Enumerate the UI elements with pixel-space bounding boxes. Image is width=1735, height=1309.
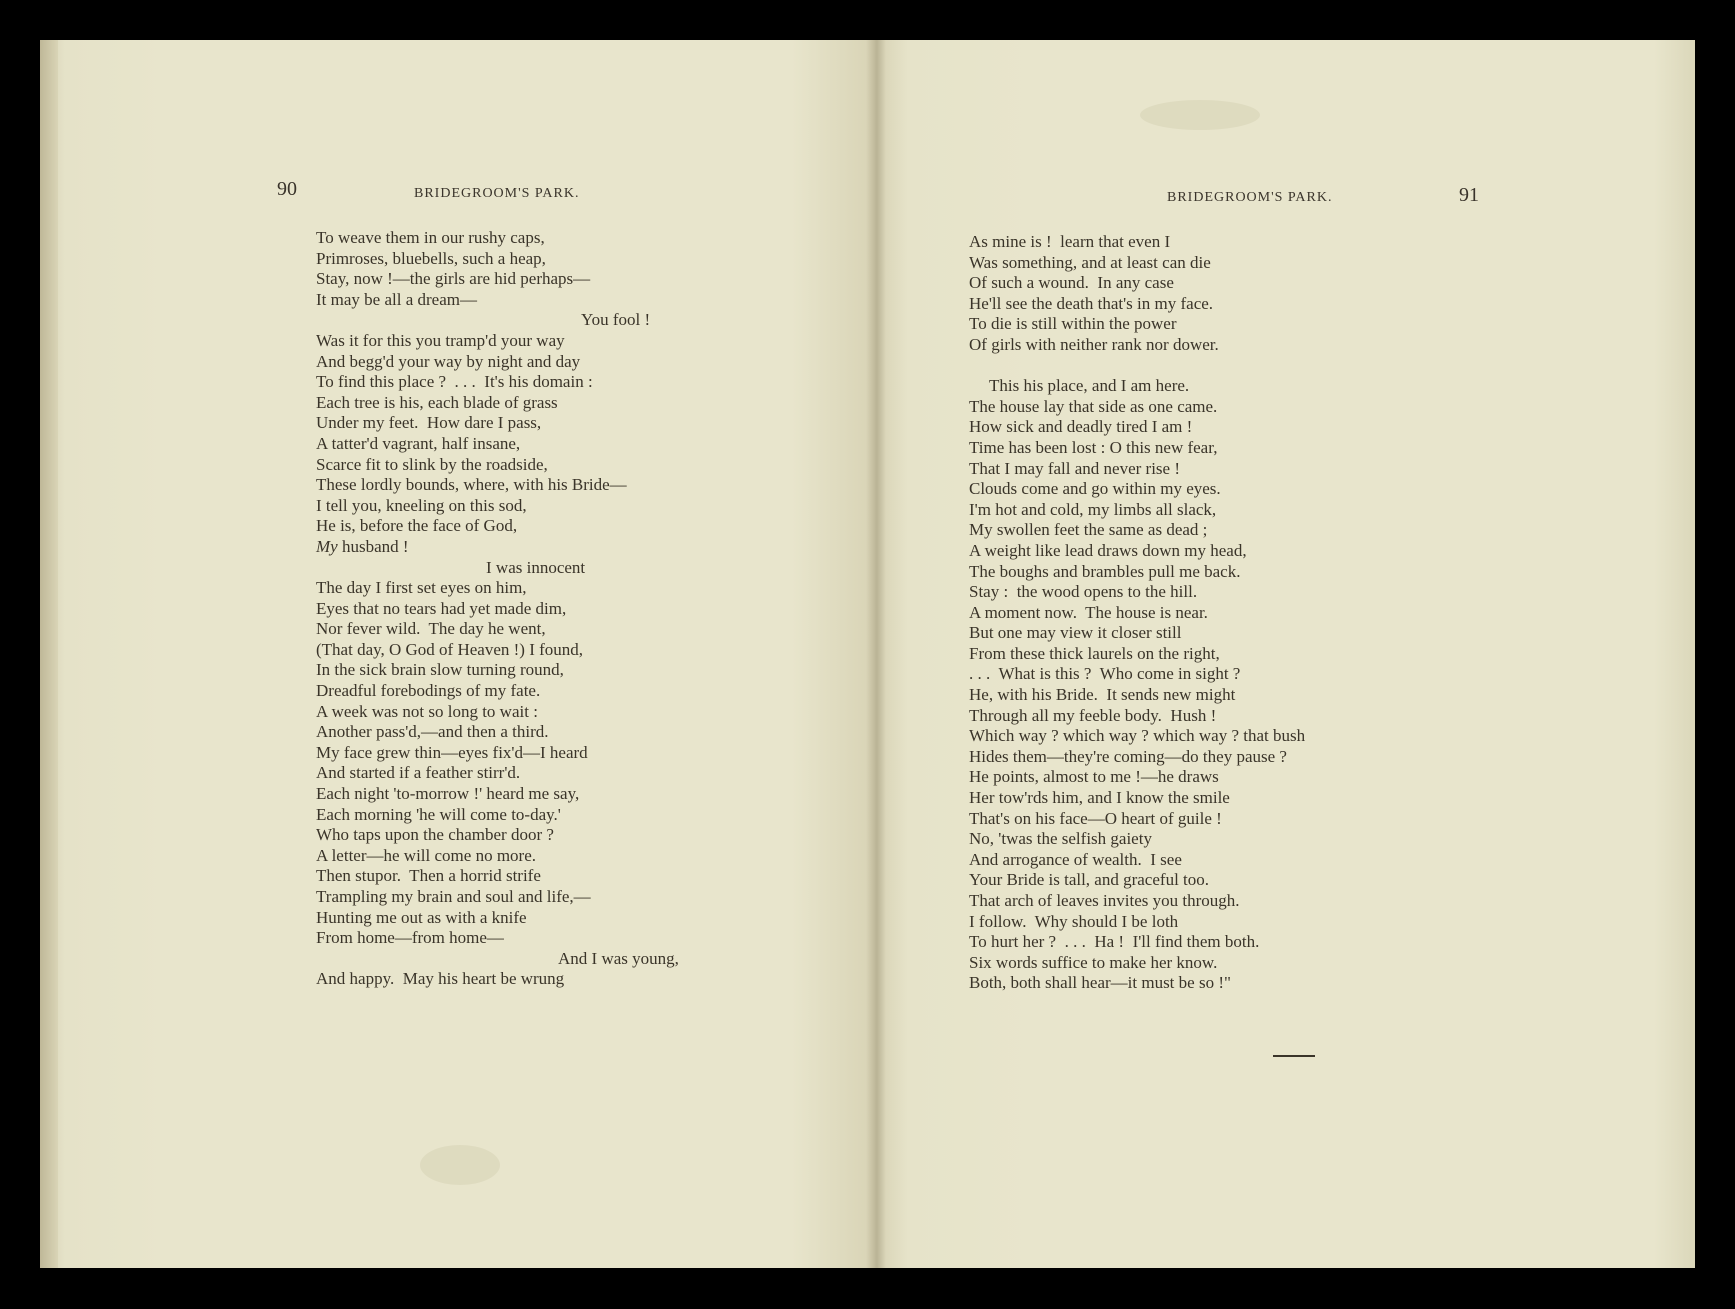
poem-text-left (316, 228, 679, 990)
poem-line: Your Bride is tall, and graceful too. (969, 870, 1210, 890)
poem-line: I was innocent (486, 557, 586, 577)
poem-line: Hunting me out as with a knife (316, 907, 527, 927)
book-gutter (866, 40, 886, 1268)
poem-line: Stay, now !—the girls are hid perhaps— (316, 269, 591, 289)
poem-line: And begg'd your way by night and day (316, 351, 581, 371)
poem-line: Which way ? which way ? which way ? that bush (969, 726, 1306, 746)
poem-line: A weight like lead draws down my head, (969, 540, 1247, 560)
poem-line: Hides them—they're coming—do they pause ? (969, 746, 1287, 766)
poem-line: The house lay that side as one came. (969, 396, 1218, 416)
poem-line: Clouds come and go within my eyes. (969, 479, 1221, 499)
poem-line: Was it for this you tramp'd your way (316, 330, 565, 350)
poem-line: That I may fall and never rise ! (969, 458, 1180, 478)
poem-line: Eyes that no tears had yet made dim, (316, 598, 567, 618)
poem-line: Each morning 'he will come to-day.' (316, 804, 561, 824)
poem-line: Through all my feeble body. Hush ! (969, 705, 1217, 725)
poem-line: Scarce fit to slink by the roadside, (316, 454, 548, 474)
paper-stain (1140, 100, 1260, 130)
stanza-break (969, 356, 1305, 377)
poem-line: To weave them in our rushy caps, (316, 228, 545, 247)
poem-line: I'm hot and cold, my limbs all slack, (969, 499, 1217, 519)
poem-line: Of girls with neither rank nor dower. (969, 334, 1219, 354)
poem-line: And arrogance of wealth. I see (969, 849, 1182, 869)
poem-line: That arch of leaves invites you through. (969, 891, 1240, 910)
poem-line: (That day, O God of Heaven !) I found, (316, 639, 584, 659)
poem-line: I follow. Why should I be loth (969, 911, 1179, 931)
poem-line: Time has been lost : O this new fear, (969, 437, 1218, 457)
emphasis-word: My (316, 536, 338, 556)
poem-line: . . . What is this ? Who come in sight ? (969, 664, 1241, 684)
poem-line: Another pass'd,—and then a third. (316, 722, 549, 742)
poem-line: It may be all a dream— (316, 289, 477, 309)
poem-line: Who taps upon the chamber door ? (316, 825, 554, 845)
poem-line: From home—from home— (316, 928, 504, 948)
poem-line: Under my feet. How dare I pass, (316, 413, 542, 433)
poem-line: He is, before the face of God, (316, 516, 518, 536)
poem-line: He points, almost to me !—he draws (969, 767, 1219, 787)
poem-line: Of such a wound. In any case (969, 273, 1174, 293)
poem-line: My husband ! (316, 536, 409, 556)
poem-line: My face grew thin—eyes fix'd—I heard (316, 742, 588, 762)
poem-line: A moment now. The house is near. (969, 602, 1208, 622)
poem-line: A week was not so long to wait : (316, 701, 538, 721)
paper-stain (420, 1145, 500, 1185)
running-title-left: BRIDEGROOM'S PARK. (414, 186, 580, 201)
poem-line: The day I first set eyes on him, (316, 578, 527, 598)
poem-line: Six words suffice to make her know. (969, 952, 1218, 972)
poem-line: Primroses, bluebells, such a heap, (316, 248, 546, 268)
poem-line: Trampling my brain and soul and life,— (316, 887, 591, 906)
poem-line: Stay : the wood opens to the hill. (969, 582, 1198, 602)
page-number-left: 90 (277, 178, 297, 200)
poem-line: He'll see the death that's in my face. (969, 293, 1214, 313)
poem-line: And started if a feather stirr'd. (316, 763, 521, 783)
page-number-right: 91 (1459, 184, 1479, 206)
poem-line: These lordly bounds, where, with his Bride— (316, 475, 627, 495)
poem-line: A letter—he will come no more. (316, 845, 536, 865)
running-title-right: BRIDEGROOM'S PARK. (1167, 190, 1333, 205)
poem-line: And happy. May his heart be wrung (316, 969, 565, 989)
section-end-rule (1273, 1055, 1315, 1057)
poem-line: To hurt her ? . . . Ha ! I'll find them both. (969, 932, 1260, 952)
poem-line: How sick and deadly tired I am ! (969, 417, 1193, 437)
poem-line: Dreadful forebodings of my fate. (316, 681, 541, 701)
book-spread (40, 40, 1695, 1268)
poem-line: This his place, and I am here. (989, 376, 1190, 396)
poem-line: Both, both shall hear—it must be so !" (969, 973, 1231, 993)
poem-line: And I was young, (558, 948, 679, 968)
poem-line: Was something, and at least can die (969, 252, 1211, 272)
poem-line: Each tree is his, each blade of grass (316, 392, 558, 412)
poem-line: I tell you, kneeling on this sod, (316, 495, 527, 515)
poem-line: A tatter'd vagrant, half insane, (316, 433, 521, 453)
poem-line: Her tow'rds him, and I know the smile (969, 788, 1230, 808)
poem-line: To find this place ? . . . It's his domain : (316, 372, 593, 392)
page-edge (40, 40, 58, 1268)
poem-line: To die is still within the power (969, 314, 1177, 334)
poem-line: You fool ! (581, 310, 651, 330)
poem-line: He, with his Bride. It sends new might (969, 685, 1236, 705)
poem-line: Each night 'to-morrow !' heard me say, (316, 784, 580, 804)
poem-line: As mine is ! learn that even I (969, 232, 1171, 251)
poem-line: Nor fever wild. The day he went, (316, 619, 546, 639)
poem-line: From these thick laurels on the right, (969, 643, 1220, 663)
poem-line: Then stupor. Then a horrid strife (316, 866, 541, 886)
poem-text-right (969, 232, 1305, 994)
poem-line: In the sick brain slow turning round, (316, 660, 564, 680)
poem-line: That's on his face—O heart of guile ! (969, 808, 1222, 828)
poem-line: But one may view it closer still (969, 623, 1182, 643)
poem-line: My swollen feet the same as dead ; (969, 520, 1208, 540)
poem-line: The boughs and brambles pull me back. (969, 561, 1241, 581)
poem-line: No, 'twas the selfish gaiety (969, 829, 1152, 849)
